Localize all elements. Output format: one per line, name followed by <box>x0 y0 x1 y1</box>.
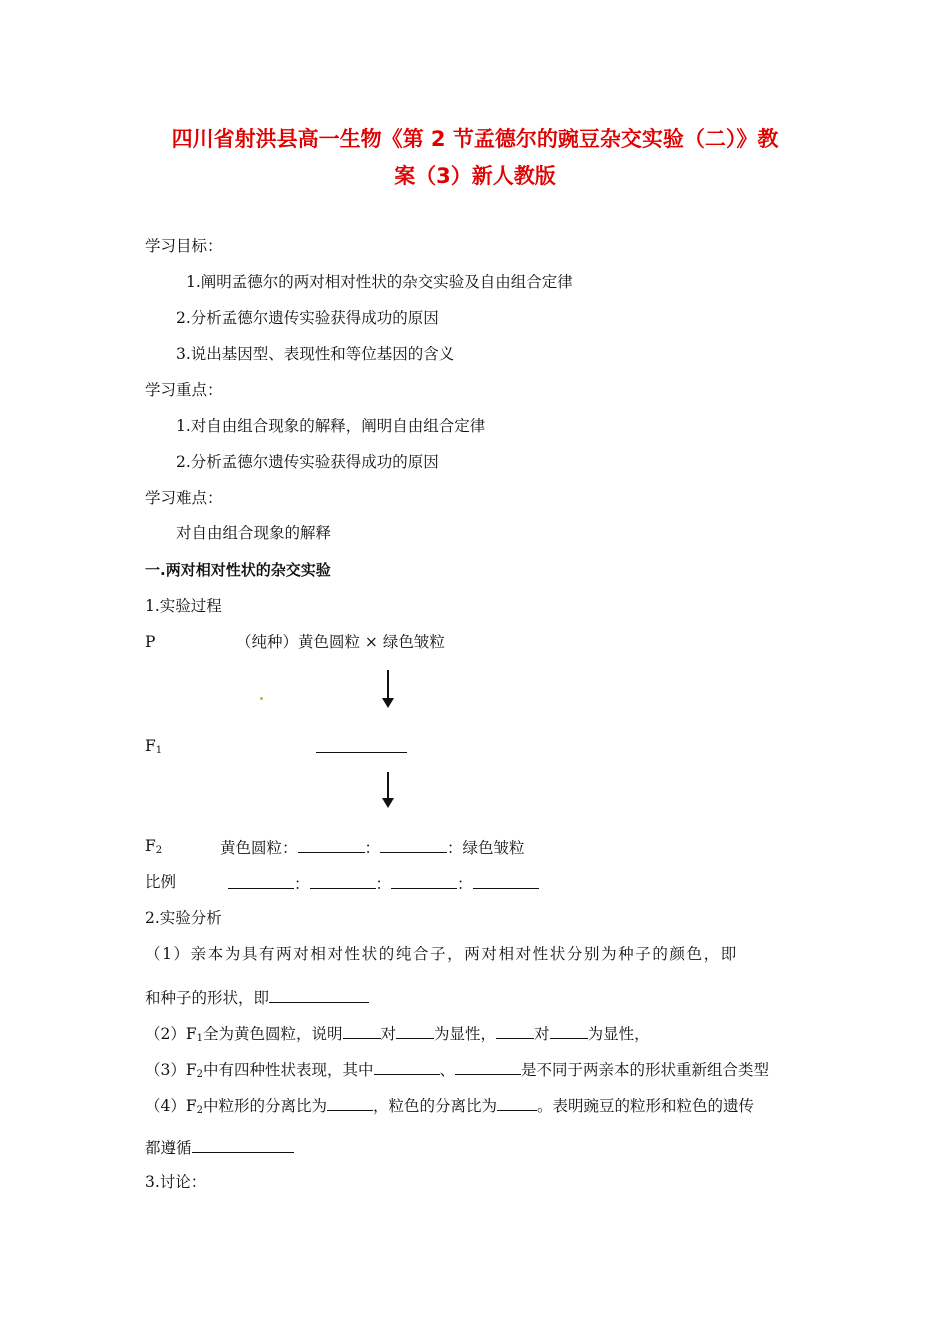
objective-item-1: 1.阐明孟德尔的两对相对性状的杂交实验及自由组合定律 <box>186 273 573 291</box>
document-title-line2: 案（3）新人教版 <box>394 164 556 188</box>
f2-phenotypes: 黄色圆粒： ： ：绿色皱粒 <box>220 836 525 858</box>
ratio-blank-2[interactable] <box>310 872 376 889</box>
speck-mark <box>260 697 263 700</box>
f2-blank-1[interactable] <box>298 836 365 853</box>
process-heading: 1.实验过程 <box>145 597 222 615</box>
f2-label: $F_2$ <box>145 837 163 856</box>
p-label: P <box>145 633 156 651</box>
difficulties-heading: 学习难点： <box>145 489 223 507</box>
document-title-line1: 四川省射洪县高一生物《第 2 节孟德尔的豌豆杂交实验（二）》教 <box>171 127 779 151</box>
ratio-blank-4[interactable] <box>473 872 539 889</box>
p-cross: （纯种）黄色圆粒 × 绿色皱粒 <box>236 633 445 651</box>
f1-label: $F_1$ <box>145 737 163 756</box>
ratio-blanks: ： ： ： <box>228 872 539 894</box>
key-point-item-2: 2.分析孟德尔遗传实验获得成功的原因 <box>176 453 439 471</box>
analysis-item-2: $(2)F_1$全为黄色圆粒，说明 对 为显性， 对 为显性， <box>145 1022 650 1049</box>
ratio-blank-1[interactable] <box>228 872 294 889</box>
ratio-blank-3[interactable] <box>391 872 457 889</box>
analysis-item-3: $(3)F_2$中有四种性状表现，其中 、 是不同于两亲本的形状重新组合类型 <box>145 1058 769 1085</box>
objectives-heading: 学习目标： <box>145 237 223 255</box>
arrow-down-icon <box>387 670 389 700</box>
analysis-item-4-line1: $(4)F_2$中粒形的分离比为 ，粒色的分离比为 。表明豌豆的粒形和粒色的遗传 <box>145 1094 754 1121</box>
key-points-heading: 学习重点： <box>145 381 223 399</box>
analysis-heading: 2.实验分析 <box>145 909 222 927</box>
ratio-label: 比例 <box>145 873 177 891</box>
key-point-item-1: 1.对自由组合现象的解释，阐明自由组合定律 <box>176 417 486 435</box>
difficulty-item-1: 对自由组合现象的解释 <box>176 524 332 542</box>
analysis-item-1-line1: （1）亲本为具有两对相对性状的纯合子，两对相对性状分别为种子的颜色，即 <box>145 945 738 963</box>
f1-blank[interactable] <box>316 736 407 758</box>
law-blank[interactable] <box>192 1136 294 1153</box>
objective-item-2: 2.分析孟德尔遗传实验获得成功的原因 <box>176 309 439 327</box>
analysis-item-4-line2: 都遵循 <box>145 1136 294 1158</box>
discussion-heading: 3.讨论： <box>145 1173 207 1191</box>
objective-item-3: 3.说出基因型、表现性和等位基因的含义 <box>176 345 455 363</box>
section1-heading: 一.两对相对性状的杂交实验 <box>145 561 331 579</box>
analysis-item-1-line2: 和种子的形状，即 <box>145 986 369 1008</box>
f2-blank-2[interactable] <box>380 836 447 853</box>
shape-blank[interactable] <box>269 986 369 1003</box>
arrow-down-icon <box>387 772 389 800</box>
